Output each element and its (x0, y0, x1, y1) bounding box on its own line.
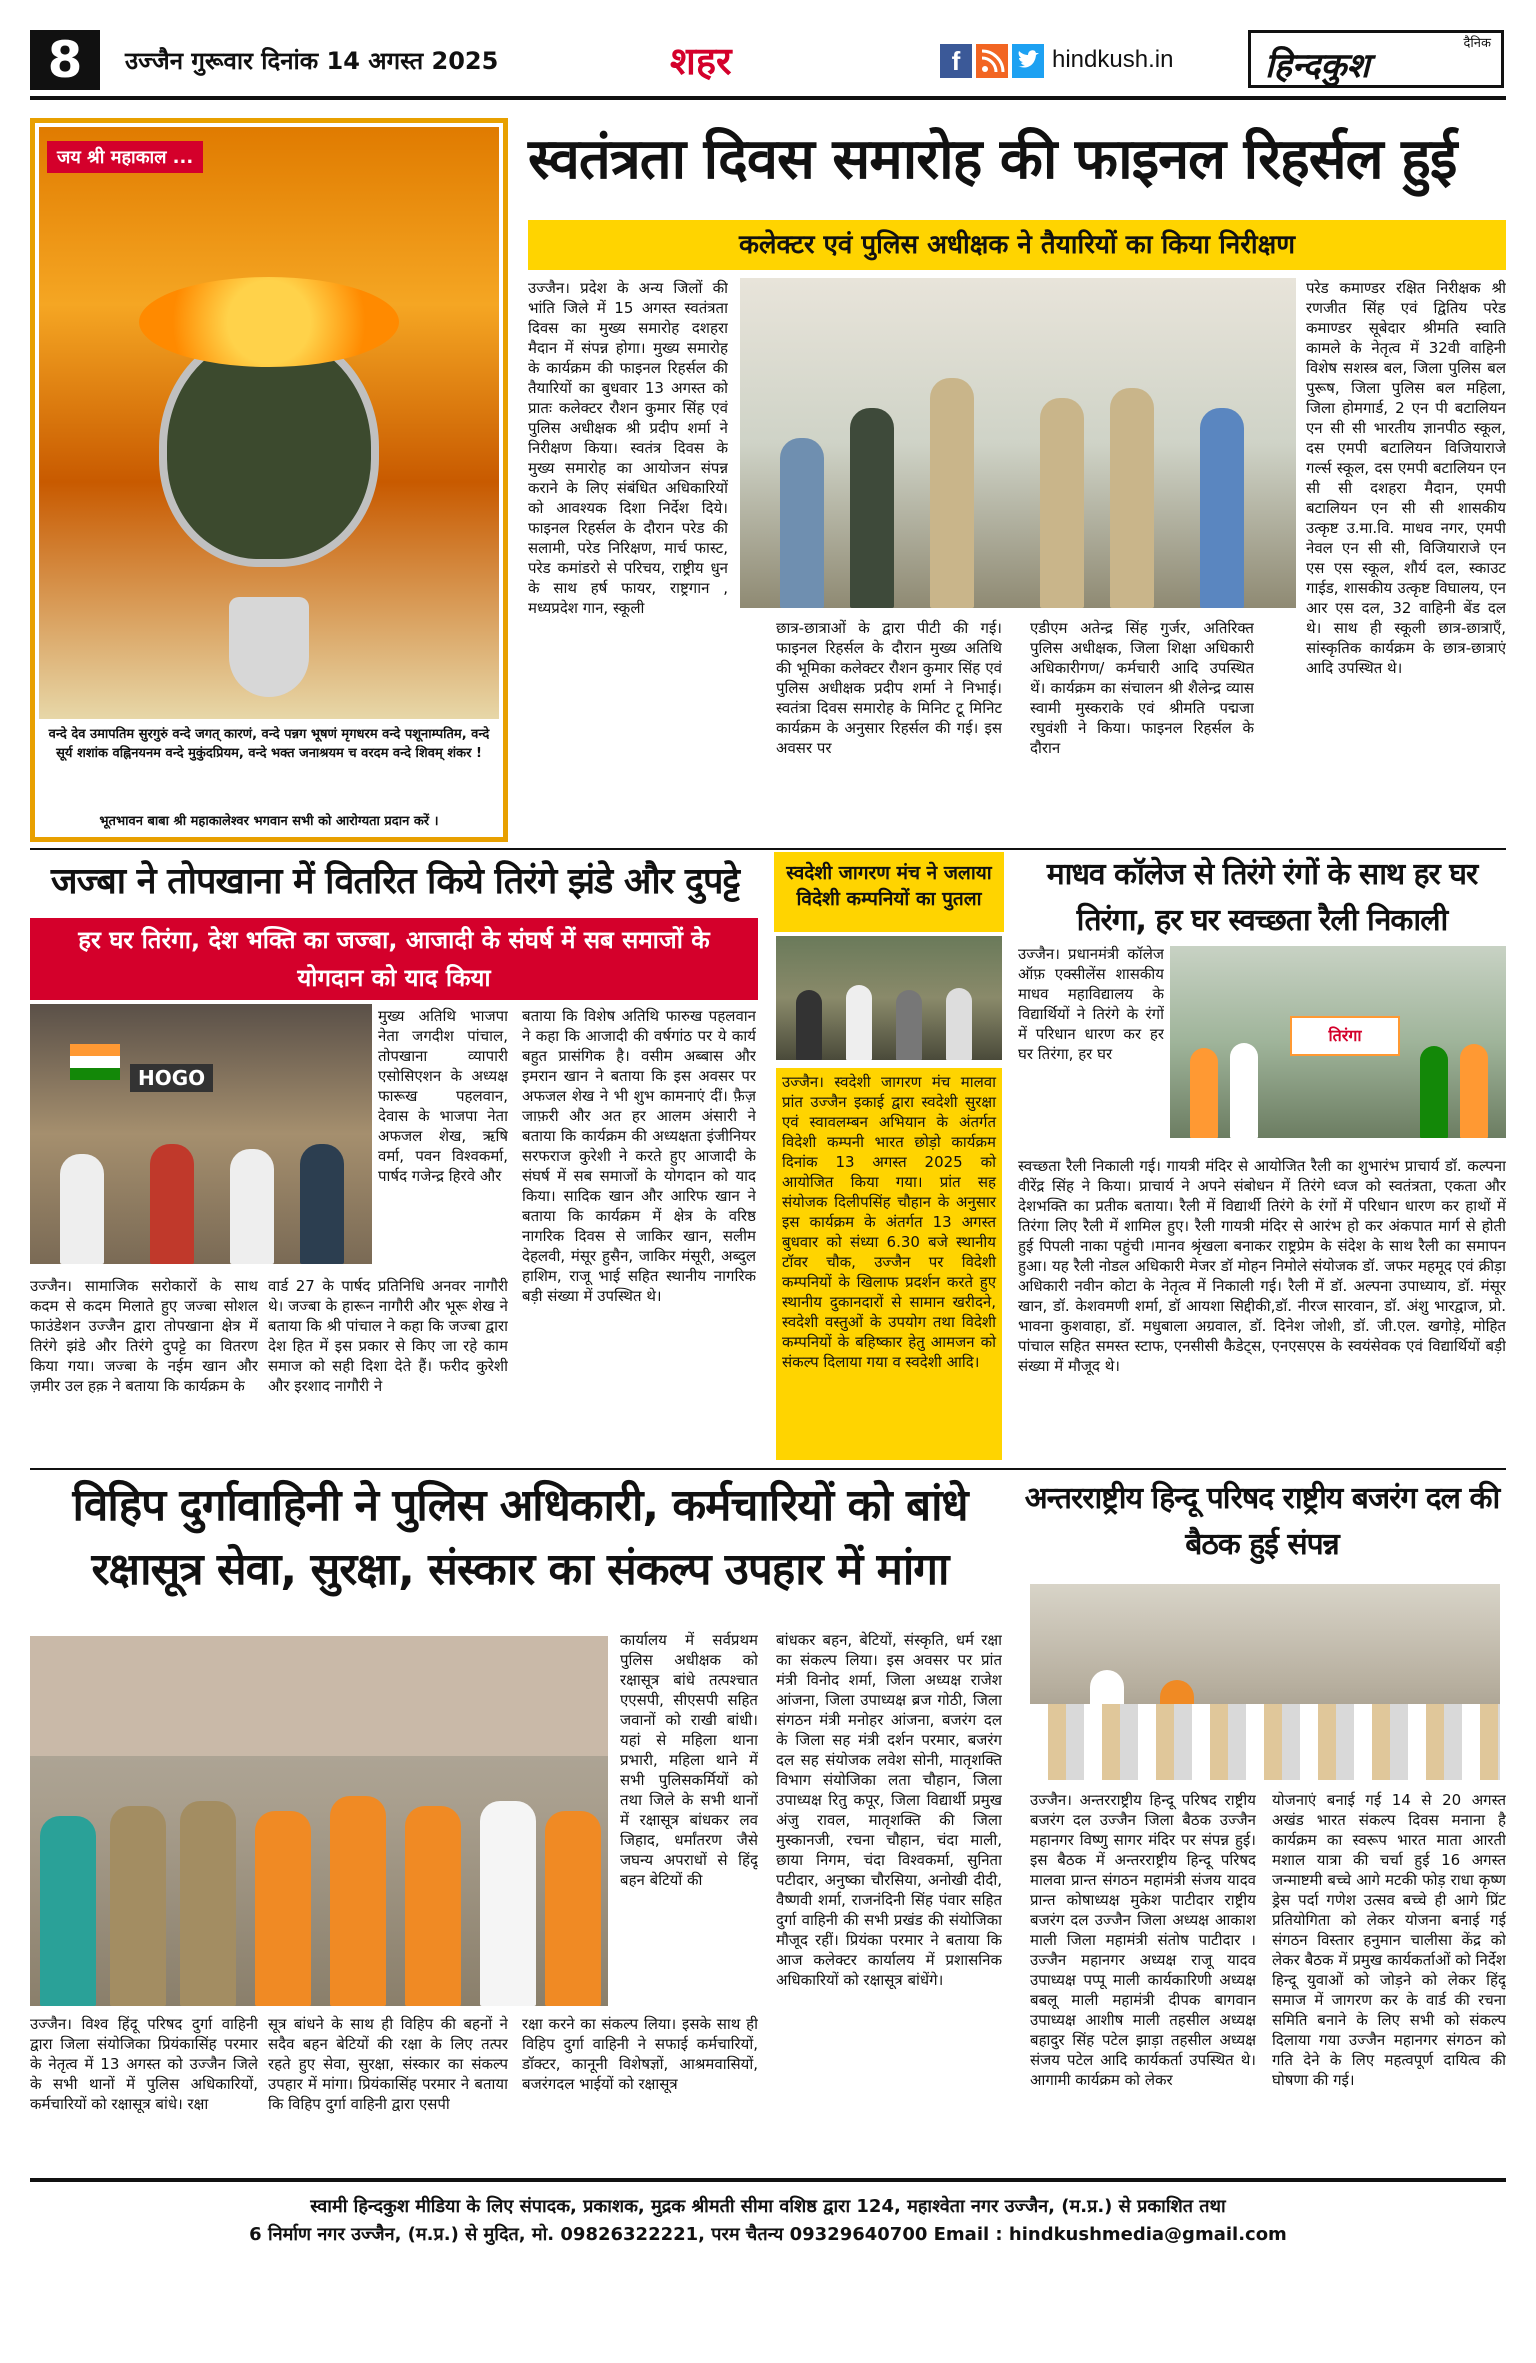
mahakal-footer: भूतभावन बाबा श्री महाकालेश्वर भगवान सभी को आरोग्यता प्रदान करें । (99, 814, 439, 829)
story1-col4: परेड कमाण्डर रक्षित निरीक्षक श्री रणजीत सिंह एवं द्वितिय परेड कमाण्डर सूबेदार श्रीमति स्वाति कामले के नेतृत्व में 32वी वाहिनी विशेष सशस्त्र बल, जिला पुलिस बल पुरूष, जिला पुलिस बल महिला, जिला होमगार्ड, 2 एन पी बटालियन एन सी सी भारतीय ज्ञानपीठ स्कूल, दस एमपी बटालियन विजियाराजे गर्ल्स स्कूल, दस एमपी बटालियन एन सी सी दशहरा मैदान, एमपी बटालियन एन सी सी शासकीय उत्कृष्ट उ.मा.वि. माधव नगर, एमपी नेवल एन सी सी, विजियाराजे एन एस एस स्कूल, शौर्य दल, स्काउट गाईड, शासकीय उत्कृष्ट विघालय, एन आर एस दल, 32 वाहिनी बेंड दल थे। साथ ही स्कूली छात्र-छात्राएँ, सांस्कृतिक कार्यक्रम के छात्र-छात्राएं आदि उपस्थित थे। (1306, 279, 1506, 677)
story4-photo (1170, 946, 1506, 1138)
rss-icon[interactable] (976, 44, 1008, 78)
imprint-line2: 6 निर्माण नगर उज्जैन, (म.प्र.) से मुदित, मो. 09826322221, परम चैतन्य 09329640700 Email : hindkushmedia@gmail.com (249, 2224, 1287, 2245)
story3-headline: स्वदेशी जागरण मंच ने जलाया विदेशी कम्पनियों का पुतला (774, 852, 1004, 932)
story5-photo (30, 1636, 608, 2006)
story6-col-b: योजनाएं बनाई गई 14 से 20 अगस्त अखंड भारत संकल्प दिवस मनाना है कार्यक्रम का स्वरूप भारत माता आरती मशाल यात्रा की चर्चा हुई 16 अगस्त जन्माष्टमी बच्चे आगे मटकी फोड़ राधा कृष्ण ड्रेस पर्दा गणेश उत्सव बच्चे ही आगे प्रिंट प्रतियोगिता को लेकर योजना बनाई गई संगठन विस्तार हनुमान चालीसा केंद्र को लेकर बैठक में प्रमुख कार्यकर्ताओं को निर्देश हिन्दू युवाओं को जोड़ने को लेकर हिंदू समाज में जागरण कर के वार्ड की रचना समिति बनाने के लिए सभी को संकल्प दिलाया गया उज्जैन महानगर संगठन को गति देने के लिए महत्वपूर्ण दायित्व की घोषणा की गई। (1272, 1791, 1506, 2089)
story4-banner (1290, 1016, 1400, 1056)
seated-crowd (1030, 1704, 1500, 1780)
story2-col1a: मुख्य अतिथि भाजपा नेता जगदीश पांचाल, तोपखाना व्यापारी एसोसिएशन के अध्यक्ष फारूख पहलवान, देवास के भाजपा नेता अफजल शेख, ऋषि वर्मा, पवन विश्वकर्मा, पार्षद गजेन्द्र हिरवे और (378, 1007, 508, 1185)
story1-col3: एडीएम अतेन्द्र सिंह गुर्जर, अतिरिक्त पुलिस अधीक्षक, जिला शिक्षा अधिकारी अधिकारीगण/ कर्मचारी आदि उपस्थित थें। कार्यक्रम का संचालन श्री शैलेन्द्र व्यास स्वामी मुस्कराके एवं श्रीमति पद्मजा रघुवंशी ने किया। फाइनल रिहर्सल के दौरान (1030, 619, 1254, 757)
story2-col3: बताया कि विशेष अतिथि फारुख पहलवान ने कहा कि आजादी की वर्षगांठ पर ये कार्य बहुत प्रासंगिक है। वसीम अब्बास और इमरान खान ने बताया कि इस अवसर पर अफजल शेख ने भी शुभ कामनाएं दीं। फ़ैज़ जाफ़री और अत हर आलम अंसारी ने बताया कि कार्यक्रम की अध्यक्षता इंजीनियर सरफराज कुरेशी ने करते हुए आजादी के संघर्ष में सब समाजों के योगदान को याद किया। सादिक खान और आरिफ खान ने बताया कि कार्यक्रम में क्षेत्र के वरिष्ठ नागरिक दिवस से जाकिर खान, सलीम देहलवी, मंसूर हुसैन, जाकिर मंसूरी, अब्दुल हाशिम, राजू भाई सहित स्थानीय नागरिक बड़ी संख्या में उपस्थित थे। (522, 1007, 756, 1305)
story1-col1: उज्जैन। प्रदेश के अन्य जिलों की भांति जिले में 15 अगस्त स्वतंत्रता दिवस का मुख्य समारोह दशहरा मैदान में संपन्न होगा। मुख्य समारोह के कार्यक्रम की फाइनल रिहर्सल की तैयारियों का बुधवार 13 अगस्त को प्रातः कलेक्टर रौशन कुमार सिंह एवं पुलिस अधीक्षक श्री प्रदीप शर्मा ने निरीक्षण किया। स्वतंत्र दिवस के मुख्य समारोह का आयोजन संपन्न कराने के लिए संबंधित अधिकारियों को आवश्यक दिशा निर्देश दिये। फाइनल रिहर्सल के दौरान परेड की सलामी, परेड निरिक्षण, मार्च फास्ट, परेड कमांडरो से परिचय, राष्ट्रीय धुन के साथ हर्ष फायर, राष्ट्रगान , मध्यप्रदेश गान, स्कूली (528, 279, 728, 617)
story4-body: स्वच्छता रैली निकाली गई। गायत्री मंदिर से आयोजित रैली का शुभारंभ प्राचार्य डॉ. कल्पना वीरेंद्र सिंह ने किया। प्राचार्य ने अपने संबोधन में तिरंगे ध्वज को स्वतंत्रता, एकता और देशभक्ति का प्रतीक बताया। रैली में विद्यार्थी तिरंगे के रंगों में परिधान धारण कर हाथों में तिरंगा लिए रैली में शामिल हुए। रैली गायत्री मंदिर से आरंभ हो कर अंकपात मार्ग से होती हुई पिपली नाका पहुंची ।मानव श्रृंखला बनाकर राष्ट्रप्रेम के संदेश के साथ रैली का समापन हुआ। यह रैली नोडल अधिकारी मेजर डॉ मोहन निमोले संयोजक डॉ. जफर महमूद एवं क्रीड़ा अधिकारी नवीन कोटा के नेतृत्व में निकाली गई। रैली में डॉ. अल्पना उपाध्याय, डॉ. मंसूर खान, डॉ. केशवमणी शर्मा, डॉ आयशा सिद्दीकी,डॉ. नीरज सारवान, डॉ. अंशु भारद्वाज, प्रो. भावना कुशवाहा, डॉ. मधुबाला अग्रवाल, डॉ. दिनेश जोशी, डॉ. जी.एल. खगोड़े, मोहित पांचाल सहित समस्त स्टाफ, एनसीसी कैडेट्स, एनएसएस के स्वयंसेवक एवं विद्यार्थियों बड़ी संख्या में मौजूद थे। (1018, 1157, 1506, 1375)
story2-subhead: हर घर तिरंगा, देश भक्ति का जज्बा, आजादी के संघर्ष में सब समाजों के योगदान को याद किया (30, 918, 758, 1000)
story5-col-a: कार्यालय में सर्वप्रथम पुलिस अधीक्षक को रक्षासूत्र बांधे तत्पश्चात एएसपी, सीएसपी सहित जवानों को राखी बांधी। यहां से महिला थाना प्रभारी, महिला थाने में सभी पुलिसकर्मियों को तथा जिले के सभी थानों में रक्षासूत्र बांधकर लव जिहाद, धर्मांतरण जैसे जघन्य अपराधों से हिंदू बहन बेटियों की (620, 1631, 758, 1889)
facebook-icon[interactable]: f (940, 44, 972, 78)
daily-label: दैनिक (1463, 36, 1491, 51)
story1-col2: छात्र-छात्राओं के द्वारा पीटी की गई। फाइनल रिहर्सल के दौरान मुख्य अतिथि की भूमिका कलेक्टर रौशन कुमार सिंह एवं पुलिस अधीक्षक प्रदीप शर्मा ने निभाई। स्वतंत्रा दिवस समारोह के मिनिट टू मिनिट कार्यक्रम के अनुसार रिहर्सल की गई। इस अवसर पर (776, 619, 1002, 757)
mahakal-photo (39, 127, 499, 719)
story5-col-b: बांधकर बहन, बेटियों, संस्कृति, धर्म रक्षा का संकल्प लिया। इस अवसर पर प्रांत मंत्री विनोद शर्मा, जिला अध्यक्ष राजेश आंजना, जिला उपाध्यक्ष ब्रज गोठी, जिला संगठन मंत्री मनोहर आंजना, बजरंग दल के जिला सह मंत्री दर्शन परमार, बजरंग दल सह संयोजक लवेश सोनी, मातृशक्ति विभाग संयोजिका लता चौहान, जिला उपाध्यक्ष रितु कपूर, जिला विद्यार्थी प्रमुख अंजु रावल, मातृशक्ति की जिला मुस्कानजी, रचना चौहान, चंदा माली, छाया निगम, चंदा विश्वकर्मा, सुनिता पटीदार, अनुष्का चौरसिया, अनोखी दीदी, वैष्णवी शर्मा, राजनंदिनी सिंह पंवार सहित दुर्गा वाहिनी की सभी प्रखंड की संयोजिका मौजूद रहीं। प्रियंका परमार ने बताया कि आज कलेक्टर कार्यालय में प्रशासनिक अधिकारियों को रक्षासूत्र बांधेंगे। (776, 1631, 1002, 1989)
story2-photo-sign: HOGO (130, 1064, 213, 1092)
story2-photo (30, 1004, 372, 1264)
dateline: उज्जैन गुरूवार दिनांक 14 अगस्त 2025 (125, 47, 499, 75)
section-name: शहर (670, 39, 732, 83)
imprint-rule (30, 2178, 1506, 2182)
flag-icon (70, 1044, 120, 1080)
story6-photo (1030, 1584, 1500, 1780)
story4-intro: उज्जैन। प्रधानमंत्री कॉलेज ऑफ़ एक्सीलेंस शासकीय माधव महाविद्यालय के विद्यार्थियों ने तिरंगे के रंगों में परिधान धारण कर हर घर तिरंगा, हर घर (1018, 945, 1164, 1063)
logo: हिन्दकुश (1265, 46, 1370, 86)
mahakal-caption: वन्दे देव उमापतिम सुरगुरुं वन्दे जगत् कारणं, वन्दे पन्नग भूषणं मृगधरम वन्दे पशूनाम्पतिम, वन्दे सूर्य शशांक वह्निनयनम वन्दे मुकुंदप्रियम, वन्दे भक्त जनाश्रयम च वरदम वन्दे शिवम् शंकर ! (48, 727, 490, 761)
story3-photo (776, 936, 1002, 1060)
logo-box (1248, 30, 1504, 88)
mahakal-tag: जय श्री महाकाल ... (47, 141, 203, 173)
website-link[interactable]: hindkush.in (1052, 46, 1174, 73)
twitter-icon[interactable] (1012, 44, 1044, 78)
story5-bottom3: रक्षा करने का संकल्प लिया। इसके साथ ही विहिप दुर्गा वाहिनी ने सफाई कर्मचारियों, डॉक्टर, कानूनी विशेषज्ञों, आश्रमवासियों, बजरंगदल भाईयों को रक्षासूत्र (522, 2015, 758, 2093)
imprint-line1: स्वामी हिन्दकुश मीडिया के लिए संपादक, प्रकाशक, मुद्रक श्रीमती सीमा वशिष्ठ द्वारा 124, महाश्वेता नगर उज्जैन, (म.प्र.) से प्रकाशित तथा (310, 2196, 1226, 2217)
building-wall (30, 1636, 608, 1756)
story5-headline-line1: विहिप दुर्गावाहिनी ने पुलिस अधिकारी, कर्मचारियों को बांधे (72, 1480, 968, 1531)
story6-headline: अन्तरराष्ट्रीय हिन्दू परिषद राष्ट्रीय बजरंग दल की बैठक हुई संपन्न (1024, 1481, 1500, 1562)
story1-photo (740, 278, 1296, 608)
mahakal-box (30, 118, 508, 842)
divider-1 (30, 848, 1506, 850)
story1-headline: स्वतंत्रता दिवस समारोह की फाइनल रिहर्सल हुई (528, 127, 1457, 192)
garland (139, 277, 399, 367)
story4-banner-text: तिरंगा (1328, 1026, 1362, 1045)
story5-bottom2: सूत्र बांधने के साथ ही विहिप की बहनों ने सदैव बहन बेटियों की रक्षा के लिए तत्पर रहते हुए सेवा, सुरक्षा, संस्कार का संकल्प उपहार में मांगा। प्रियंकासिंह परमार ने बताया कि विहिप दुर्गा वाहिनी द्वारा एसपी (268, 2015, 508, 2113)
divider-2 (30, 1468, 1506, 1470)
story6-col-a: उज्जैन। अन्तरराष्ट्रीय हिन्दू परिषद राष्ट्रीय बजरंग दल उज्जैन जिला बैठक उज्जैन महानगर विष्णु सागर मंदिर पर संपन्न हुई। इस बैठक में अन्तरराष्ट्रीय हिन्दू परिषद मालवा प्रान्त संगठन महामंत्री संजय यादव प्रान्त कोषाध्यक्ष मुकेश पाटीदार राष्ट्रीय बजरंग दल उज्जैन जिला अध्यक्ष आकाश माली जिला महामंत्री संतोष पाटीदार । उज्जैन महानगर अध्यक्ष राजू यादव उपाध्यक्ष पप्पू माली कार्यकारिणी अध्यक्ष बबलू माली महामंत्री दीपक बागवान उपाध्यक्ष आशीष माली तहसील अध्यक्ष बहादुर सिंह पटेल झाड़ा तहसील अध्यक्ष संजय पटेल आदि कार्यकर्ता उपस्थित थे। आगामी कार्यक्रम को लेकर (1030, 1791, 1256, 2089)
story2-headline: जज्बा ने तोपखाना में वितरित किये तिरंगे झंडे और दुपट्टे (50, 861, 740, 902)
story3-body: उज्जैन। स्वदेशी जागरण मंच मालवा प्रांत उज्जैन इकाई द्वारा स्वदेशी सुरक्षा एवं स्वावलम्बन अभियान के अंतर्गत विदेशी कम्पनी भारत छोड़ो कार्यक्रम दिनांक 13 अगस्त 2025 को आयोजित किया गया। प्रांत सह संयोजक दिलीपसिंह चौहान के अनुसार इस कार्यक्रम के अंतर्गत 13 अगस्त बुधवार को संध्या 6.30 बजे स्थानीय टॉवर चौक, उज्जैन पर विदेशी कम्पनियों के खिलाफ प्रदर्शन करते हुए स्थानीय दुकानदारों से सामान खरीदने, स्वदेशी वस्तुओं के उपयोग तथा विदेशी कम्पनियों के बहिष्कार हेतु आमजन को संकल्प दिलाया गया व स्वदेशी आदि। (776, 1068, 1002, 1460)
story4-headline: माधव कॉलेज से तिरंगे रंगों के साथ हर घर तिरंगा, हर घर स्वच्छता रैली निकाली (1046, 857, 1478, 938)
story1-subhead: कलेक्टर एवं पुलिस अधीक्षक ने तैयारियों का किया निरीक्षण (528, 220, 1506, 270)
story2-col2a: वार्ड 27 के पार्षद प्रतिनिधि अनवर नागौरी थे। जज्बा के हारून नागौरी और भूरू शेख ने बताया कि श्री पांचाल ने कहा कि जज्बा द्वारा देश हित में इस प्रकार से किए जा रहे काम समाज को सही दिशा देते हैं। फरीद कुरेशी और इरशाद नागौरी ने (268, 1277, 508, 1395)
masthead-rule (30, 96, 1506, 100)
story5-headline-line2: रक्षासूत्र सेवा, सुरक्षा, संस्कार का संकल्प उपहार में मांगा (91, 1544, 949, 1595)
page-number: 8 (30, 30, 100, 90)
story2-col1b: उज्जैन। सामाजिक सरोकारों के साथ कदम से कदम मिलाते हुए जज्बा सोशल फाउंडेशन उज्जैन द्वारा तोपखाना क्षेत्र में तिरंगे झंडे और तिरंगे दुपट्टे का वितरण किया गया। जज्बा के नईम खान और ज़मीर उल हक़ ने बताया कि कार्यक्रम के (30, 1277, 258, 1395)
story5-bottom1: उज्जैन। विश्व हिंदू परिषद दुर्गा वाहिनी द्वारा जिला संयोजिका प्रियंकासिंह परमार के नेतृत्व में 13 अगस्त को उज्जैन जिले के सभी थानों में पुलिस अधिकारियों, कर्मचारियों को रक्षासूत्र बांधे। रक्षा (30, 2015, 258, 2113)
silver-vessel (229, 597, 309, 697)
masthead (30, 26, 1506, 96)
